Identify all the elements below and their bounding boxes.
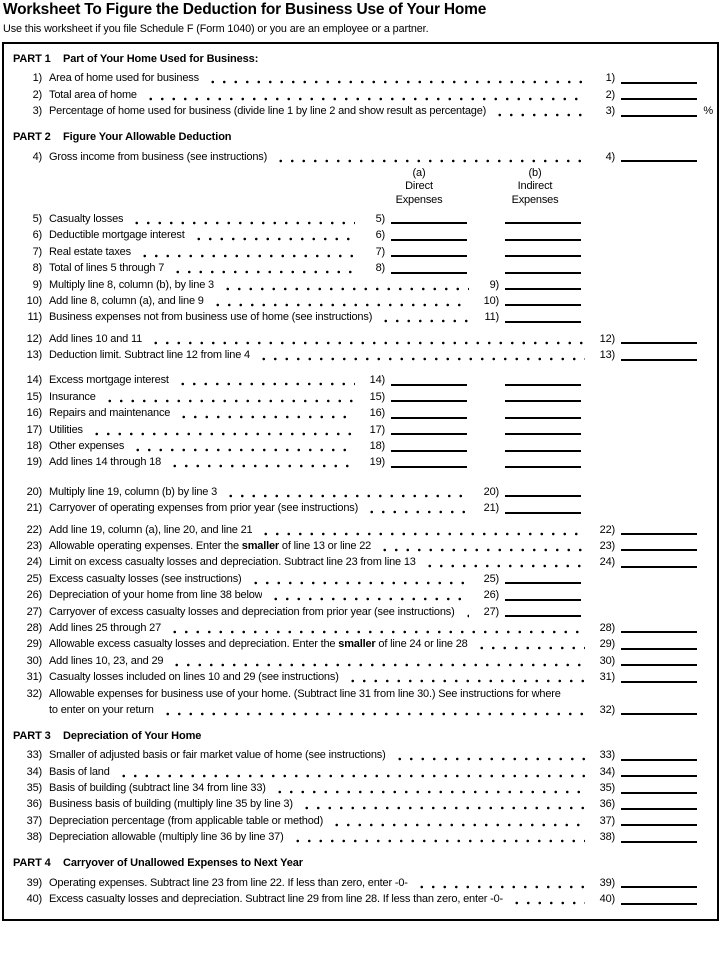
dot-leader (166, 623, 585, 635)
dot-leader (174, 375, 355, 387)
line-number: 11) (27, 311, 42, 324)
line-label: Allowable expenses for business use of your home. (Subtract line 31 from line 30.) See instructions for where (49, 687, 561, 700)
worksheet-row (4, 372, 717, 388)
column-header-line: Indirect (517, 180, 553, 193)
line-label: Basis of land (49, 765, 110, 778)
entry-line-number: 40) (599, 893, 615, 906)
worksheet-row (4, 347, 717, 363)
dot-leader (168, 656, 585, 668)
line-label: Multiply line 19, column (b) by line 3 (49, 485, 218, 498)
entry-line-number: 4) (605, 150, 615, 163)
column-header-line: (b) (528, 166, 542, 179)
entry-blank (621, 533, 697, 535)
dot-leader (159, 705, 585, 717)
entry-blank (505, 582, 581, 584)
entry-blank-column-b (505, 255, 581, 257)
line-number: 25) (26, 572, 42, 585)
entry-blank (391, 255, 467, 257)
line-label: Multiply line 8, column (b), by line 3 (49, 278, 214, 291)
entry-line-number: 37) (599, 814, 615, 827)
part-title: Carryover of Unallowed Expenses to Next Year (63, 857, 303, 870)
dot-leader (421, 557, 585, 569)
column-header-a (374, 167, 464, 208)
entry-line-number: 3) (605, 105, 615, 118)
line-label: Add line 8, column (a), and line 9 (49, 294, 204, 307)
line-label: Total area of home (49, 88, 137, 101)
worksheet-row (4, 891, 717, 907)
entry-blank (621, 841, 697, 843)
dot-leader (136, 247, 355, 259)
entry-blank (621, 115, 697, 117)
line-label: Real estate taxes (49, 245, 131, 258)
entry-blank (505, 512, 581, 514)
dot-leader (204, 73, 585, 85)
worksheet-row (4, 538, 717, 554)
dot-leader (166, 457, 355, 469)
entry-blank (621, 713, 697, 715)
entry-blank (621, 549, 697, 551)
entry-line-number: 21) (483, 502, 499, 515)
entry-blank (391, 272, 467, 274)
line-label: Add lines 10 and 11 (49, 332, 143, 345)
entry-blank (621, 775, 697, 777)
worksheet-row (4, 483, 717, 499)
entry-blank (621, 792, 697, 794)
entry-line-number: 27) (483, 605, 499, 618)
column-header-line: Direct (405, 180, 433, 193)
entry-blank (621, 359, 697, 361)
line-number: 32) (26, 687, 42, 700)
percent-suffix: % (703, 105, 713, 118)
entry-line-number: 7) (375, 245, 385, 258)
worksheet-row (4, 603, 717, 619)
entry-line-number: 5) (375, 212, 385, 225)
entry-blank-column-b (505, 433, 581, 435)
worksheet-row (4, 570, 717, 586)
part-header (4, 128, 717, 145)
line-number: 34) (26, 765, 42, 778)
line-number: 22) (26, 523, 42, 536)
line-number: 5) (32, 212, 42, 225)
line-label: Carryover of excess casualty losses and depreciation from prior year (see instructions) (49, 605, 455, 618)
entry-blank-column-b (505, 450, 581, 452)
entry-blank (391, 466, 467, 468)
worksheet-row (4, 276, 717, 292)
worksheet-row (4, 211, 717, 227)
worksheet-row (4, 438, 717, 454)
line-label: Allowable operating expenses. Enter the smaller of line 13 or line 22 (49, 539, 372, 552)
dot-leader (209, 296, 469, 308)
entry-blank-column-b (505, 239, 581, 241)
line-number: 31) (26, 671, 42, 684)
entry-blank (391, 222, 467, 224)
line-number: 9) (32, 278, 42, 291)
line-label: Basis of building (subtract line 34 from line 33) (49, 782, 266, 795)
entry-line-number: 38) (599, 831, 615, 844)
dot-leader (473, 639, 585, 651)
entry-blank (621, 566, 697, 568)
line-label: Excess casualty losses and depreciation. Subtract line 29 from line 28. If less than zero, enter -0- (49, 893, 504, 906)
entry-line-number: 34) (599, 765, 615, 778)
dot-leader (115, 767, 585, 779)
worksheet-row (4, 636, 717, 652)
dot-leader (413, 878, 585, 890)
entry-line-number: 20) (483, 485, 499, 498)
dot-leader (491, 106, 585, 118)
entry-line-number: 6) (375, 229, 385, 242)
entry-blank (621, 759, 697, 761)
entry-line-number: 19) (369, 456, 385, 469)
line-number: 20) (26, 485, 42, 498)
worksheet-row (4, 874, 717, 890)
column-header-b (490, 167, 580, 208)
dot-leader (101, 392, 355, 404)
worksheet-row (4, 70, 717, 86)
worksheet-row (4, 521, 717, 537)
line-number: 14) (26, 374, 42, 387)
entry-line-number: 22) (599, 523, 615, 536)
dot-leader (257, 525, 585, 537)
worksheet-row (4, 587, 717, 603)
line-number: 1) (32, 72, 42, 85)
line-number: 26) (26, 589, 42, 602)
line-label: Casualty losses (49, 212, 124, 225)
dot-leader (219, 280, 469, 292)
line-label: Add lines 14 through 18 (49, 456, 162, 469)
entry-line-number: 12) (599, 332, 615, 345)
entry-blank-column-b (505, 466, 581, 468)
entry-blank (505, 495, 581, 497)
part-header (4, 854, 717, 871)
entry-line-number: 30) (599, 654, 615, 667)
line-number: 28) (26, 621, 42, 634)
entry-blank (505, 288, 581, 290)
entry-line-number: 26) (483, 589, 499, 602)
entry-blank-column-b (505, 417, 581, 419)
entry-blank (391, 450, 467, 452)
line-label: Depreciation allowable (multiply line 36 by line 37) (49, 831, 284, 844)
dot-leader (272, 152, 585, 164)
line-number: 38) (26, 831, 42, 844)
entry-line-number: 29) (599, 638, 615, 651)
entry-line-number: 35) (599, 782, 615, 795)
worksheet-row (4, 330, 717, 346)
dot-leader (289, 832, 585, 844)
entry-line-number: 1) (605, 72, 615, 85)
worksheet-row (4, 747, 717, 763)
entry-line-number: 24) (599, 556, 615, 569)
dot-leader (190, 230, 355, 242)
entry-line-number: 32) (599, 703, 615, 716)
worksheet-row (4, 243, 717, 259)
worksheet-row (4, 829, 717, 845)
entry-blank (391, 417, 467, 419)
worksheet-row (4, 454, 717, 470)
entry-blank (621, 886, 697, 888)
dot-leader (222, 487, 469, 499)
line-number: 19) (26, 456, 42, 469)
line-number: 17) (26, 423, 42, 436)
column-header-line: Expenses (511, 194, 559, 207)
line-label: Gross income from business (see instructions) (49, 150, 268, 163)
dot-leader (344, 672, 585, 684)
entry-blank (621, 631, 697, 633)
part-label: PART 1 (13, 53, 51, 65)
dot-leader (377, 312, 469, 324)
worksheet-row (4, 86, 717, 102)
page-subtitle: Use this worksheet if you file Schedule F (Form 1040) or you are an employee or a partner. (3, 23, 429, 35)
entry-blank (505, 615, 581, 617)
line-label: Add lines 25 through 27 (49, 621, 162, 634)
dot-leader (271, 783, 585, 795)
part-header (4, 727, 717, 744)
entry-blank (505, 321, 581, 323)
entry-blank (621, 98, 697, 100)
worksheet-row (4, 227, 717, 243)
line-number: 12) (26, 332, 42, 345)
worksheet-row (4, 260, 717, 276)
line-label: Smaller of adjusted basis or fair market value of home (see instructions) (49, 749, 386, 762)
dot-leader (142, 90, 585, 102)
worksheet-row (4, 669, 717, 685)
entry-line-number: 33) (599, 749, 615, 762)
entry-line-number: 18) (369, 440, 385, 453)
line-number: 37) (26, 814, 42, 827)
line-number: 30) (26, 654, 42, 667)
line-number: 4) (32, 150, 42, 163)
entry-blank (621, 681, 697, 683)
worksheet-box (2, 42, 719, 921)
entry-line-number: 16) (369, 407, 385, 420)
entry-blank (621, 664, 697, 666)
dot-leader (460, 607, 469, 619)
line-number: 7) (32, 245, 42, 258)
line-label: Utilities (49, 423, 83, 436)
page-title: Worksheet To Figure the Deduction for Business Use of Your Home (3, 1, 487, 18)
worksheet-row (4, 763, 717, 779)
entry-line-number: 10) (483, 294, 499, 307)
dot-leader (128, 214, 355, 226)
dot-leader (391, 750, 585, 762)
line-label: Depreciation percentage (from applicable table or method) (49, 814, 324, 827)
line-label: Add lines 10, 23, and 29 (49, 654, 164, 667)
dot-leader (88, 425, 355, 437)
line-label: Repairs and maintenance (49, 407, 171, 420)
entry-line-number: 8) (375, 262, 385, 275)
column-header-line: Expenses (395, 194, 443, 207)
entry-line-number: 13) (599, 349, 615, 362)
dot-leader (175, 408, 355, 420)
line-number: 36) (26, 798, 42, 811)
worksheet-row (4, 309, 717, 325)
entry-line-number: 14) (369, 374, 385, 387)
dot-leader (376, 541, 585, 553)
line-label: Excess mortgage interest (49, 374, 169, 387)
line-label: Insurance (49, 390, 96, 403)
bold-word: smaller (241, 539, 280, 552)
line-label: Total of lines 5 through 7 (49, 262, 165, 275)
worksheet-row (4, 554, 717, 570)
line-label-continued: to enter on your return (49, 703, 154, 716)
line-number: 27) (26, 605, 42, 618)
column-header-line: (a) (412, 166, 426, 179)
line-label: Allowable excess casualty losses and depreciation. Enter the smaller of line 24 or line 28 (49, 638, 468, 651)
entry-blank (391, 239, 467, 241)
entry-line-number: 31) (599, 671, 615, 684)
line-number: 35) (26, 782, 42, 795)
dot-leader (247, 574, 469, 586)
dot-leader (363, 503, 469, 515)
entry-blank (621, 160, 697, 162)
entry-blank-column-b (505, 400, 581, 402)
entry-blank (621, 903, 697, 905)
worksheet-row (4, 780, 717, 796)
worksheet-row (4, 293, 717, 309)
entry-line-number: 25) (483, 572, 499, 585)
entry-line-number: 39) (599, 876, 615, 889)
line-number: 6) (32, 229, 42, 242)
entry-blank-column-b (505, 222, 581, 224)
line-label: Casualty losses included on lines 10 and 29 (see instructions) (49, 671, 339, 684)
worksheet-row (4, 148, 717, 164)
entry-line-number: 11) (484, 311, 499, 324)
line-label: Business basis of building (multiply line 35 by line 3) (49, 798, 293, 811)
part-title: Figure Your Allowable Deduction (63, 131, 232, 144)
line-number: 24) (26, 556, 42, 569)
worksheet-row (4, 405, 717, 421)
bold-word: smaller (338, 638, 376, 651)
entry-line-number: 9) (489, 278, 499, 291)
line-number: 15) (26, 390, 42, 403)
dot-leader (147, 334, 585, 346)
entry-blank (621, 824, 697, 826)
line-number: 16) (26, 407, 42, 420)
entry-line-number: 17) (369, 423, 385, 436)
line-number: 21) (26, 502, 42, 515)
worksheet-row (4, 620, 717, 636)
line-number: 10) (26, 294, 42, 307)
entry-blank-column-b (505, 272, 581, 274)
worksheet-row (4, 796, 717, 812)
row-line-1 (4, 685, 717, 701)
line-label: Deduction limit. Subtract line 12 from line 4 (49, 349, 250, 362)
line-label: Other expenses (49, 440, 125, 453)
worksheet-row (4, 388, 717, 404)
line-label: Depreciation of your home from line 38 below (49, 589, 263, 602)
line-number: 39) (26, 876, 42, 889)
column-headers (4, 165, 717, 211)
line-label: Add line 19, column (a), line 20, and line 21 (49, 523, 253, 536)
entry-blank (621, 808, 697, 810)
part-label: PART 4 (13, 857, 51, 870)
line-number: 18) (26, 440, 42, 453)
entry-blank (391, 400, 467, 402)
worksheet-row (4, 103, 717, 119)
part-title: Part of Your Home Used for Business: (63, 53, 259, 65)
dot-leader (267, 590, 469, 602)
worksheet-row (4, 652, 717, 668)
part-label: PART 2 (13, 131, 51, 144)
line-number: 8) (32, 262, 42, 275)
row-line-2 (4, 702, 717, 718)
dot-leader (298, 799, 585, 811)
line-label: Business expenses not from business use of home (see instructions) (49, 311, 373, 324)
worksheet-row (4, 421, 717, 437)
entry-blank-column-b (505, 384, 581, 386)
line-number: 40) (26, 893, 42, 906)
line-number: 13) (26, 349, 42, 362)
line-number: 33) (26, 749, 42, 762)
line-label: Deductible mortgage interest (49, 229, 185, 242)
worksheet-row (4, 685, 717, 718)
dot-leader (328, 816, 585, 828)
dot-leader (508, 894, 585, 906)
line-label: Area of home used for business (49, 72, 199, 85)
worksheet-row (4, 812, 717, 828)
entry-blank (621, 648, 697, 650)
line-number: 3) (32, 105, 42, 118)
part-label: PART 3 (13, 729, 51, 742)
entry-line-number: 36) (599, 798, 615, 811)
line-number: 2) (32, 88, 42, 101)
entry-blank (621, 342, 697, 344)
entry-blank (621, 82, 697, 84)
part-header (4, 50, 717, 67)
line-number: 29) (26, 638, 42, 651)
entry-blank (505, 304, 581, 306)
line-number: 23) (26, 539, 42, 552)
line-label: Excess casualty losses (see instructions) (49, 572, 242, 585)
entry-line-number: 15) (369, 390, 385, 403)
entry-line-number: 28) (599, 621, 615, 634)
line-label: Operating expenses. Subtract line 23 from line 22. If less than zero, enter -0- (49, 876, 408, 889)
worksheet-row (4, 500, 717, 516)
entry-line-number: 23) (599, 539, 615, 552)
dot-leader (129, 441, 355, 453)
entry-line-number: 2) (605, 88, 615, 101)
entry-blank (391, 433, 467, 435)
line-label: Percentage of home used for business (divide line 1 by line 2 and show result as percentage) (49, 105, 487, 118)
entry-blank (505, 599, 581, 601)
line-label: Carryover of operating expenses from prior year (see instructions) (49, 502, 359, 515)
part-title: Depreciation of Your Home (63, 729, 202, 742)
entry-blank (391, 384, 467, 386)
dot-leader (169, 263, 355, 275)
dot-leader (255, 350, 585, 362)
line-label: Limit on excess casualty losses and depreciation. Subtract line 23 from line 13 (49, 556, 416, 569)
